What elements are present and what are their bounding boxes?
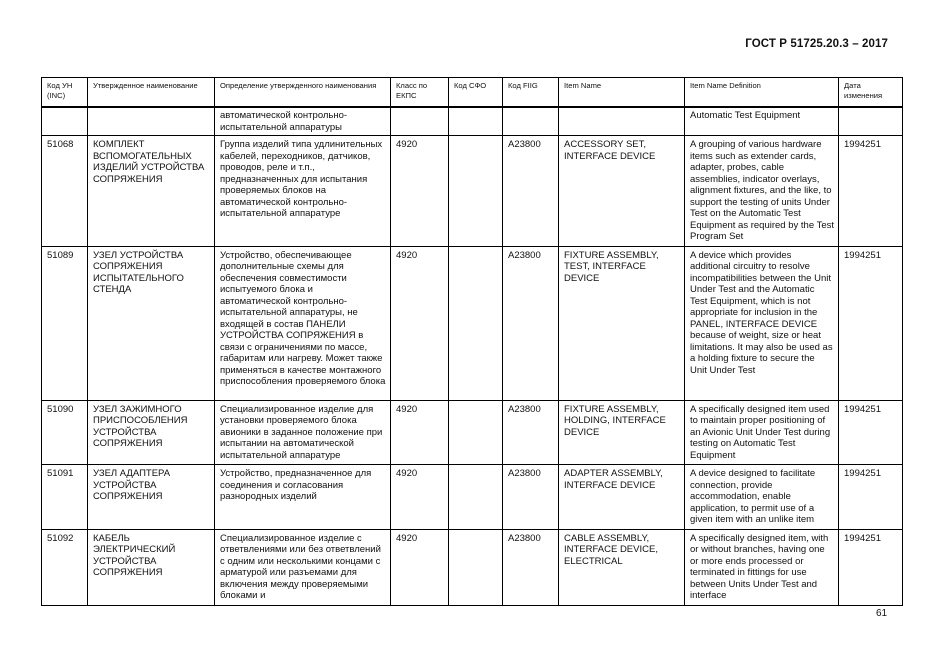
cell-sfo <box>449 529 503 605</box>
cell-fiig: A23800 <box>503 529 559 605</box>
cell-name-ru <box>88 107 215 136</box>
cell-inc: 51089 <box>42 246 88 400</box>
cell-class <box>391 107 449 136</box>
cell-definition-ru: Устройство, обеспечивающее дополнительные схемы для обеспечения совместимости испытуемого блока и автоматической контрольно-испытательной аппаратуры, не входящей в состав ПАНЕЛИ УСТРОЙСТВА СОПРЯЖЕНИЯ в связи с ограничениями по массе, габаритам или нагреву. Может также применяться в качестве монтажного приспособления проверяемого блока <box>215 246 391 400</box>
cell-class: 4920 <box>391 400 449 465</box>
table-row <box>42 465 903 530</box>
cell-fiig: A23800 <box>503 465 559 530</box>
cell-name-ru: УЗЕЛ ЗАЖИМНОГО ПРИСПОСОБЛЕНИЯ УСТРОЙСТВА СОПРЯЖЕНИЯ <box>88 400 215 465</box>
cell-definition-ru: Специализированное изделие с ответвлениями или без ответвлений с одним или несколькими концами с арматурой или разъемами для включения между проверяемыми блоками и <box>215 529 391 605</box>
cell-item-name: ACCESSORY SET, INTERFACE DEVICE <box>559 136 685 247</box>
cell-definition-en: A device which provides additional circuitry to resolve incompatibilities between the Unit Under Test and the Automatic Test Equipment, which is not appropriate for inclusion in the PANEL, INTERFACE DEVICE because of weight, size or heat limitations. It may also be used as a holding fixture to secure the Unit Under Test <box>685 246 839 400</box>
cell-class: 4920 <box>391 246 449 400</box>
cell-name-ru: УЗЕЛ АДАПТЕРА УСТРОЙСТВА СОПРЯЖЕНИЯ <box>88 465 215 530</box>
cell-class: 4920 <box>391 136 449 247</box>
col-header-inc: Код УН (INC) <box>42 78 88 108</box>
cell-fiig: A23800 <box>503 136 559 247</box>
table-row <box>42 529 903 605</box>
cell-item-name: CABLE ASSEMBLY, INTERFACE DEVICE, ELECTRICAL <box>559 529 685 605</box>
cell-inc: 51092 <box>42 529 88 605</box>
cell-sfo <box>449 136 503 247</box>
cell-definition-ru: автоматической контрольно-испытательной аппаратуры <box>215 107 391 136</box>
cell-name-ru: КОМПЛЕКТ ВСПОМОГАТЕЛЬНЫХ ИЗДЕЛИЙ УСТРОЙСТВА СОПРЯЖЕНИЯ <box>88 136 215 247</box>
table-header <box>42 78 903 108</box>
header-row <box>42 78 903 108</box>
cell-name-ru: УЗЕЛ УСТРОЙСТВА СОПРЯЖЕНИЯ ИСПЫТАТЕЛЬНОГО СТЕНДА <box>88 246 215 400</box>
cell-definition-en: A specifically designed item, with or without branches, having one or more ends processed or terminated in fittings for use between Units Under Test and interface <box>685 529 839 605</box>
cell-date <box>839 107 903 136</box>
table-row <box>42 136 903 247</box>
page-number: 61 <box>876 608 888 619</box>
classification-table <box>41 77 903 606</box>
col-header-item-name-definition: Item Name Definition <box>685 78 839 108</box>
cell-definition-en: A device designed to facilitate connection, provide accommodation, enable application, to permit use of a given item with an unlike item <box>685 465 839 530</box>
cell-fiig: A23800 <box>503 400 559 465</box>
cell-sfo <box>449 400 503 465</box>
cell-item-name: FIXTURE ASSEMBLY, HOLDING, INTERFACE DEVICE <box>559 400 685 465</box>
cell-inc <box>42 107 88 136</box>
col-header-class: Класс по ЕКПС <box>391 78 449 108</box>
cell-sfo <box>449 246 503 400</box>
cell-definition-ru: Устройство, предназначенное для соединения и согласования разнородных изделий <box>215 465 391 530</box>
col-header-fiig: Код FIIG <box>503 78 559 108</box>
cell-item-name: FIXTURE ASSEMBLY, TEST, INTERFACE DEVICE <box>559 246 685 400</box>
document-header: ГОСТ Р 51725.20.3 – 2017 <box>745 38 888 50</box>
cell-inc: 51068 <box>42 136 88 247</box>
cell-item-name: ADAPTER ASSEMBLY, INTERFACE DEVICE <box>559 465 685 530</box>
col-header-date: Дата изменения <box>839 78 903 108</box>
cell-definition-en: A grouping of various hardware items such as extender cards, adapter, probes, cable assemblies, indicator overlays, alignment fixtures, and the like, to support the testing of units Under Test on the Automatic Test Equipment as required by the Test Program Set <box>685 136 839 247</box>
cell-date: 1994251 <box>839 136 903 247</box>
cell-class: 4920 <box>391 465 449 530</box>
cell-class: 4920 <box>391 529 449 605</box>
col-header-name-ru: Утвержденное наименование <box>88 78 215 108</box>
cell-definition-en: Automatic Test Equipment <box>685 107 839 136</box>
cell-item-name <box>559 107 685 136</box>
col-header-definition-ru: Определение утвержденного наименования <box>215 78 391 108</box>
cell-definition-ru: Группа изделий типа удлинительных кабелей, переходников, датчиков, проводов, реле и т.п., предназначенных для испытания проверяемых блоков на автоматической контрольно-испытательной аппаратуре <box>215 136 391 247</box>
cell-date: 1994251 <box>839 465 903 530</box>
table-row <box>42 246 903 400</box>
cell-inc: 51091 <box>42 465 88 530</box>
cell-definition-en: A specifically designed item used to maintain proper positioning of an Avionic Unit Under Test during testing on Automatic Test Equipment <box>685 400 839 465</box>
cell-date: 1994251 <box>839 400 903 465</box>
cell-fiig: A23800 <box>503 246 559 400</box>
cell-sfo <box>449 465 503 530</box>
col-header-sfo: Код СФО <box>449 78 503 108</box>
cell-date: 1994251 <box>839 246 903 400</box>
cell-sfo <box>449 107 503 136</box>
cell-definition-ru: Специализированное изделие для установки проверяемого блока авионики в заданное положение при испытании на автоматической испытательной аппаратуре <box>215 400 391 465</box>
cell-name-ru: КАБЕЛЬ ЭЛЕКТРИЧЕСКИЙ УСТРОЙСТВА СОПРЯЖЕНИЯ <box>88 529 215 605</box>
classification-table-container <box>41 77 902 606</box>
col-header-item-name: Item Name <box>559 78 685 108</box>
cell-inc: 51090 <box>42 400 88 465</box>
cell-date: 1994251 <box>839 529 903 605</box>
cell-fiig <box>503 107 559 136</box>
table-body <box>42 107 903 605</box>
continuation-row <box>42 107 903 136</box>
table-row <box>42 400 903 465</box>
